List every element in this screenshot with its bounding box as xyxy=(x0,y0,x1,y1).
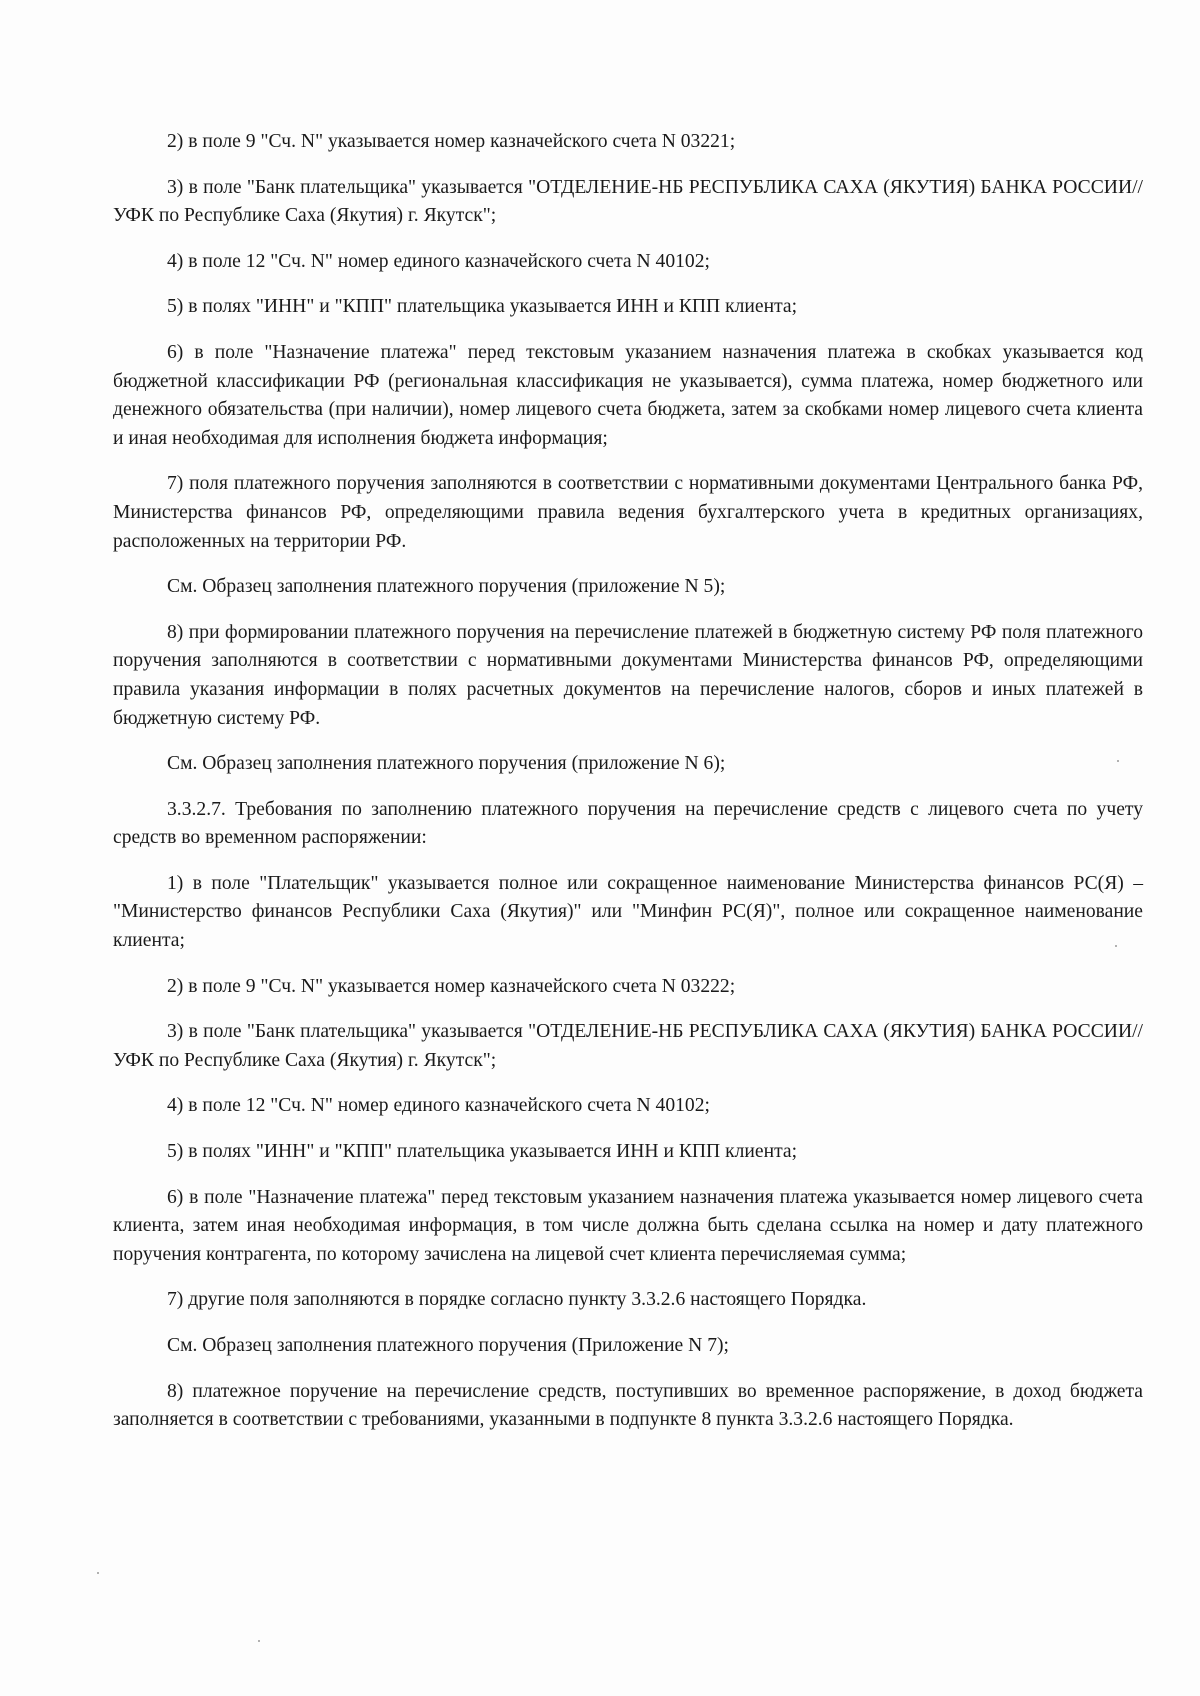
paragraph-item-2-account: 2) в поле 9 "Сч. N" указывается номер казначейского счета N 03221; xyxy=(167,131,736,152)
paragraph-item-5-inn-kpp-2: 5) в полях "ИНН" и "КПП" плательщика указывается ИНН и КПП клиента; xyxy=(167,1141,798,1163)
paragraph-item-3-payer-bank: 3) в поле "Банк плательщика" указывается "ОТДЕЛЕНИЕ-НБ РЕСПУБЛИКА САХА (ЯКУТИЯ) БАНКА РОССИИ//УФК по Республике Саха (Якутия) г. Якутск"; xyxy=(113,176,1143,227)
paragraph-item-5-inn-kpp: 5) в полях "ИНН" и "КПП" плательщика указывается ИНН и КПП клиента; xyxy=(167,296,798,318)
paragraph-sample-appendix-6: См. Образец заполнения платежного поручения (приложение N 6); xyxy=(167,753,726,775)
paragraph-item-2-account-03222: 2) в поле 9 "Сч. N" указывается номер казначейского счета N 03222; xyxy=(167,975,736,997)
paragraph-item-6-payment-purpose: 6) в поле "Назначение платежа" перед текстовым указанием назначения платежа в скобках указывается код бюджетной классификации РФ (региональная классификация не указывается), сумма платежа, номер бюджетного или денежного обязательства (при наличии), номер лицевого счета бюджета, затем за скобками номер лицевого счета клиента и иная необходимая для исполнения бюджета информация; xyxy=(113,341,1143,449)
paragraph-item-7-other-fields: 7) другие поля заполняются в порядке согласно пункту 3.3.2.6 настоящего Порядка. xyxy=(167,1289,867,1311)
paragraph-item-8-temporary-funds: 8) платежное поручение на перечисление средств, поступивших во временное распоряжение, в доход бюджета заполняется в соответствии с требованиями, указанными в подпункте 8 пункта 3.3.2.6 настоящего Порядка. xyxy=(113,1380,1143,1431)
paragraph-item-6-payment-purpose-2: 6) в поле "Назначение платежа" перед текстовым указанием назначения платежа указывается номер лицевого счета клиента, затем иная необходимая информация, в том числе должна быть сделана ссылка на номер и дату платежного поручения контрагента, по которому зачислена на лицевой счет клиента перечисляемая сумма; xyxy=(113,1186,1143,1265)
paragraph-item-1-payer: 1) в поле "Плательщик" указывается полное или сокращенное наименование Министерства финансов РС(Я) – "Министерство финансов Республики Саха (Якутия)" или "Минфин РС(Я)", полное или сокращенное наименование клиента; xyxy=(113,872,1143,952)
paragraph-item-8-budget-payments: 8) при формировании платежного поручения на перечисление платежей в бюджетную систему РФ поля платежного поручения заполняются в соответствии с нормативными документами Министерства финансов РФ, определяющими правила указания информации в полях расчетных документов на перечисление налогов, сборов и иных платежей в бюджетную систему РФ. xyxy=(113,621,1143,729)
paragraph-item-7-fields: 7) поля платежного поручения заполняются в соответствии с нормативными документами Центрального банка РФ, Министерства финансов РФ, определяющими правила ведения бухгалтерского учета в кредитных организациях, расположенных на территории РФ. xyxy=(113,473,1143,552)
paragraph-sample-appendix-5: См. Образец заполнения платежного поручения (приложение N 5); xyxy=(167,576,726,598)
paragraph-section-3-3-2-7: 3.3.2.7. Требования по заполнению платежного поручения на перечисление средств с лицевого счета по учету средств во временном распоряжении: xyxy=(113,798,1143,849)
scan-speck xyxy=(97,1572,99,1574)
paragraph-item-4-treasury-account-2: 4) в поле 12 "Сч. N" номер единого казначейского счета N 40102; xyxy=(167,1095,710,1117)
scan-speck xyxy=(258,1640,260,1642)
paragraph-sample-appendix-7: См. Образец заполнения платежного поручения (Приложение N 7); xyxy=(167,1335,729,1356)
document-body xyxy=(113,128,1143,1452)
paragraph-item-4-treasury-account: 4) в поле 12 "Сч. N" номер единого казначейского счета N 40102; xyxy=(167,250,710,272)
paragraph-item-3-payer-bank-2: 3) в поле "Банк плательщика" указывается "ОТДЕЛЕНИЕ-НБ РЕСПУБЛИКА САХА (ЯКУТИЯ) БАНКА РОССИИ//УФК по Республике Саха (Якутия) г. Якутск"; xyxy=(113,1021,1143,1071)
